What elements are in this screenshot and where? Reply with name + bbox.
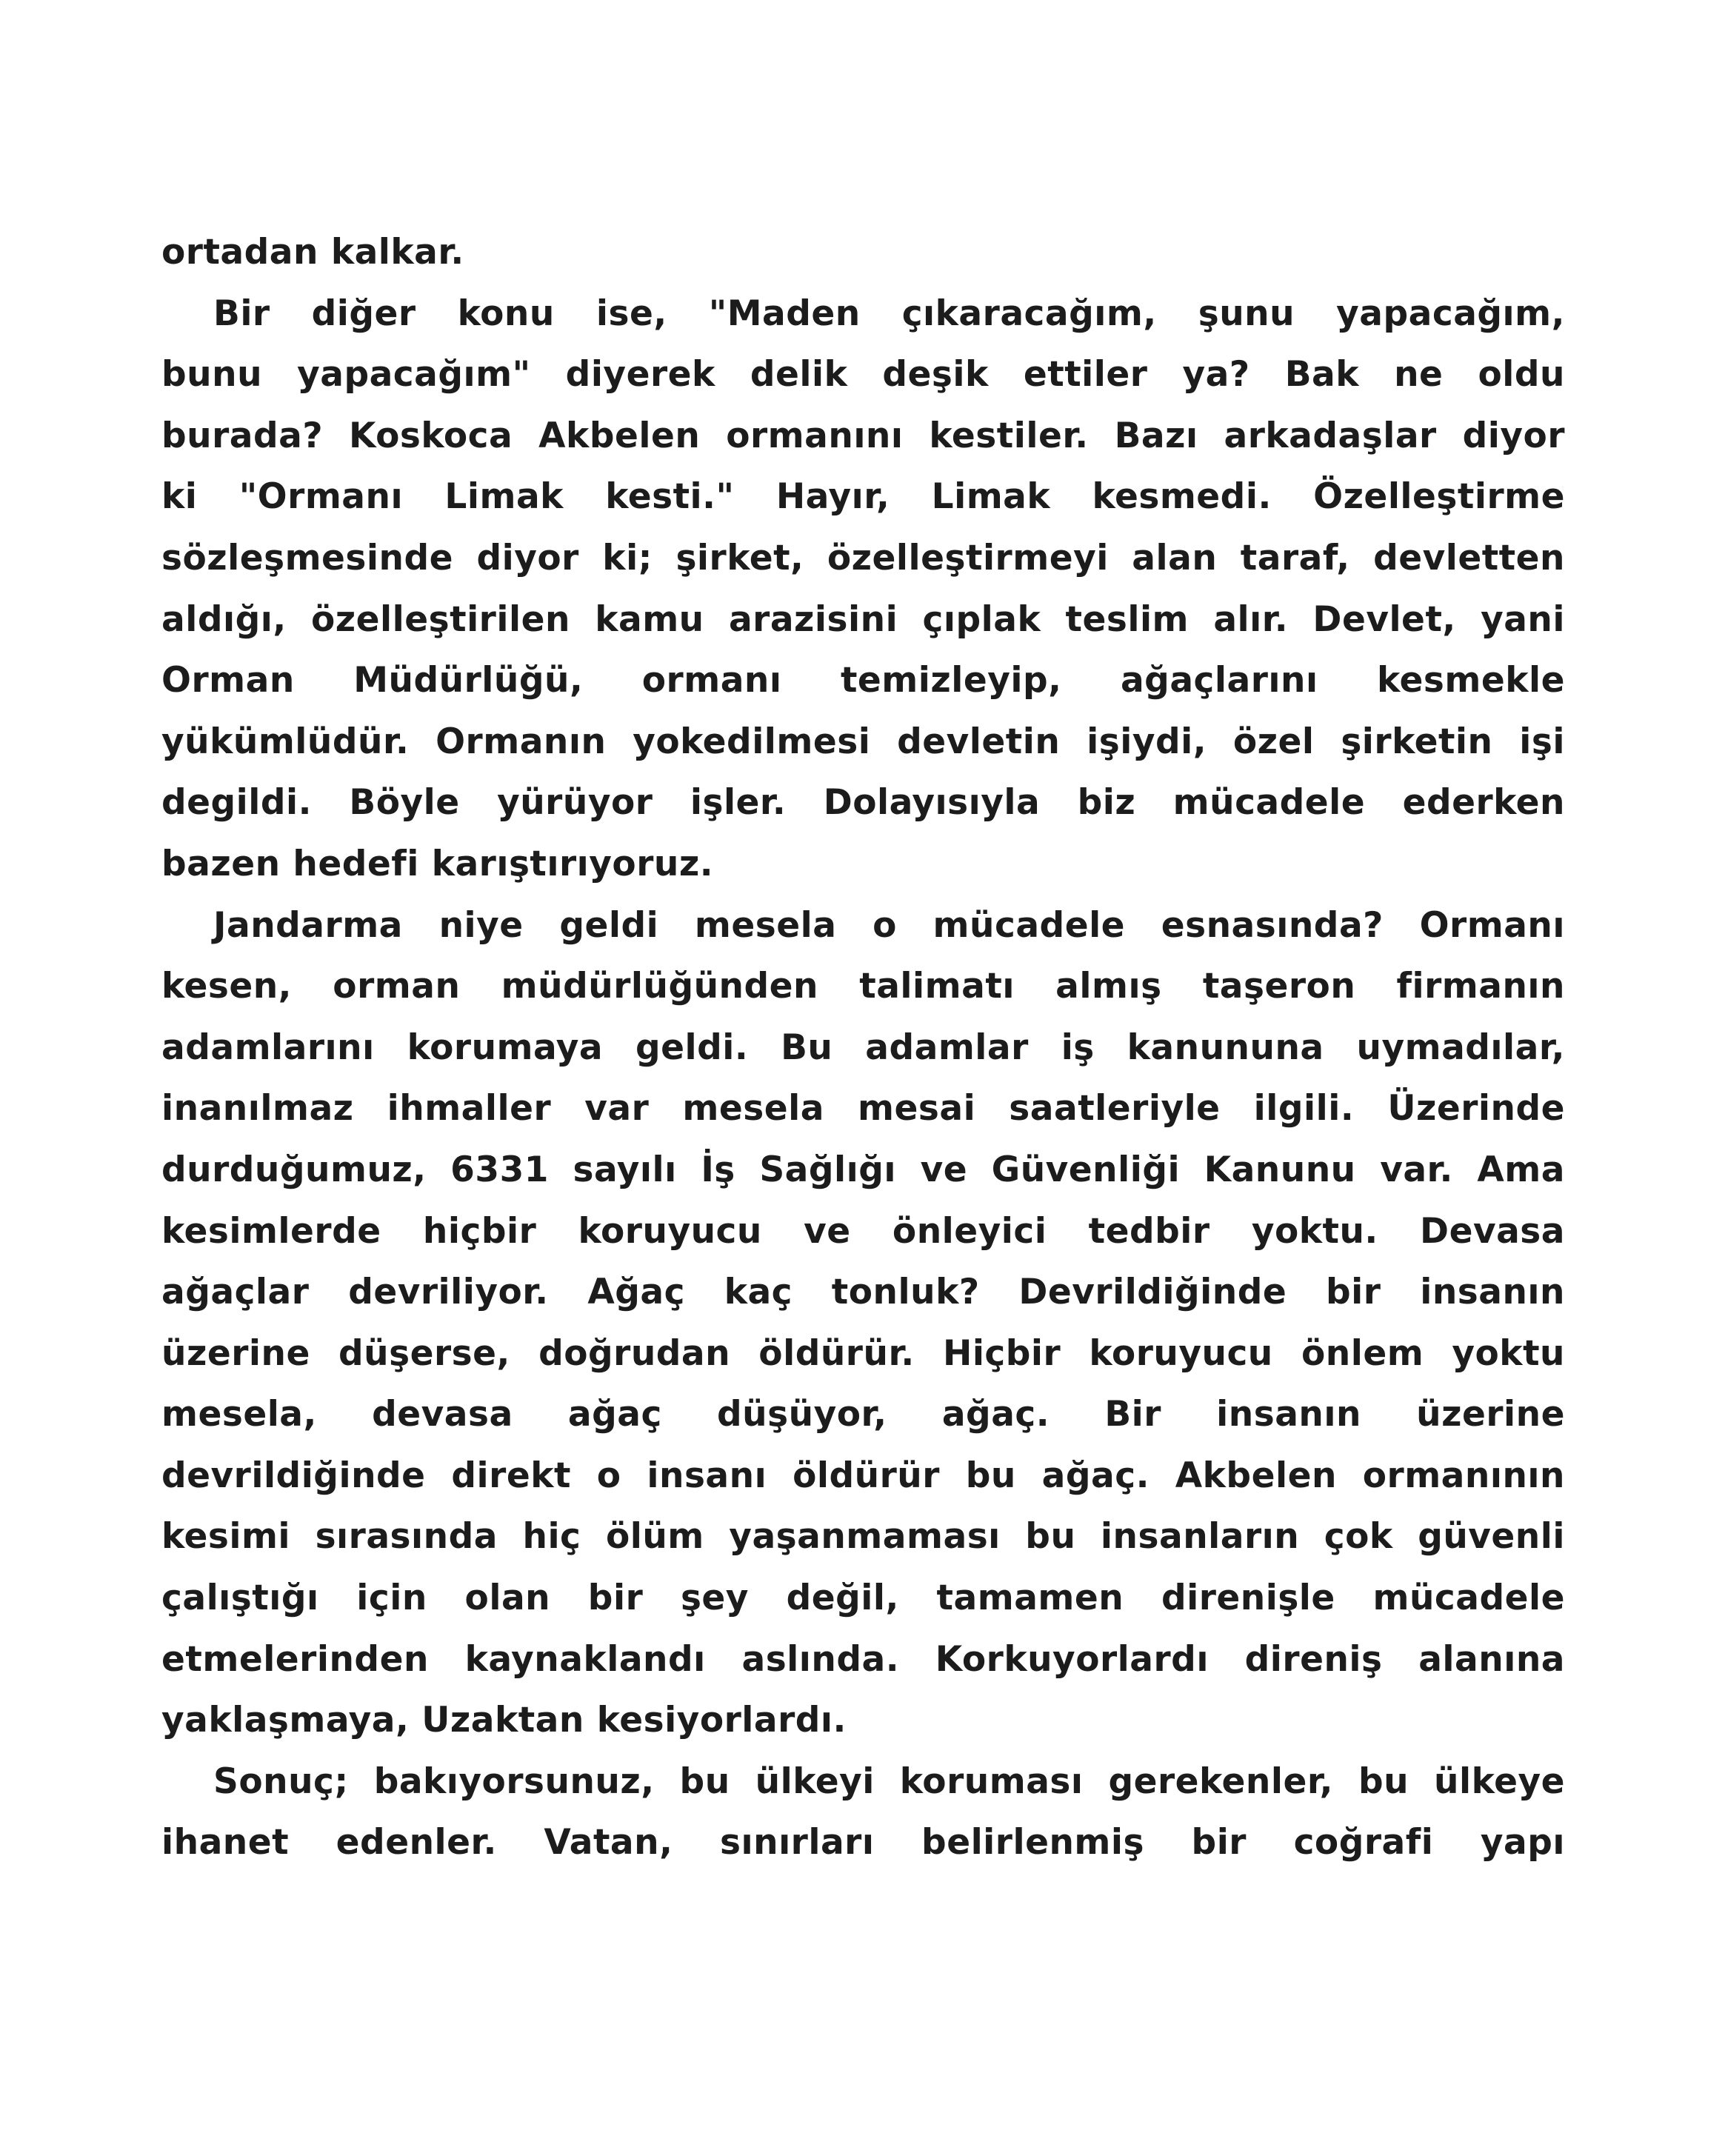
text-line: Orman Müdürlüğü, ormanı temizleyip, ağaçlarını kesmekle — [161, 660, 1565, 701]
text-line: kesimlerde hiçbir koruyucu ve önleyici tedbir yoktu. Devasa — [161, 1210, 1565, 1252]
text-line: üzerine düşerse, doğrudan öldürür. Hiçbir koruyucu önlem yoktu — [161, 1332, 1565, 1374]
text-line: inanılmaz ihmaller var mesela mesai saatleriyle ilgili. Üzerinde — [161, 1088, 1565, 1129]
text-line: bunu yapacağım" diyerek delik deşik ettiler ya? Bak ne oldu — [161, 354, 1565, 396]
handwritten-text-block — [161, 222, 1565, 1874]
text-line: sözleşmesinde diyor ki; şirket, özelleştirmeyi alan taraf, devletten — [161, 537, 1565, 578]
text-line: ihanet edenler. Vatan, sınırları belirlenmiş bir coğrafi yapı — [161, 1822, 1565, 1863]
text-line: kesimi sırasında hiç ölüm yaşanmaması bu insanların çok güvenli — [161, 1516, 1565, 1558]
text-line: Sonuç; bakıyorsunuz, bu ülkeyi koruması gerekenler, bu ülkeye — [213, 1760, 1565, 1802]
text-line: etmelerinden kaynaklandı aslında. Korkuyorlardı direniş alanına — [161, 1638, 1565, 1680]
text-line: adamlarını korumaya geldi. Bu adamlar iş kanununa uymadılar, — [161, 1027, 1565, 1068]
text-line: ortadan kalkar. — [161, 232, 464, 273]
text-line: Jandarma niye geldi mesela o mücadele esnasında? Ormanı — [213, 904, 1565, 946]
text-line: bazen hedefi karıştırıyoruz. — [161, 843, 714, 884]
text-line: çalıştığı için olan bir şey değil, tamamen direnişle mücadele — [161, 1578, 1565, 1619]
text-line: yükümlüdür. Ormanın yokedilmesi devletin işiydi, özel şirketin işi — [161, 721, 1565, 762]
text-line: burada? Koskoca Akbelen ormanını kestiler. Bazı arkadaşlar diyor — [161, 415, 1565, 456]
text-line: ağaçlar devriliyor. Ağaç kaç tonluk? Devrildiğinde bir insanın — [161, 1272, 1565, 1313]
text-line: durduğumuz, 6331 sayılı İş Sağlığı ve Güvenliği Kanunu var. Ama — [161, 1149, 1565, 1190]
text-line: ki "Ormanı Limak kesti." Hayır, Limak kesmedi. Özelleştirme — [161, 476, 1565, 518]
text-line: kesen, orman müdürlüğünden talimatı almış taşeron firmanın — [161, 966, 1565, 1007]
text-line: devrildiğinde direkt o insanı öldürür bu ağaç. Akbelen ormanının — [161, 1455, 1565, 1496]
text-line: Bir diğer konu ise, "Maden çıkaracağım, şunu yapacağım, — [213, 293, 1565, 334]
text-line: aldığı, özelleştirilen kamu arazisini çıplak teslim alır. Devlet, yani — [161, 598, 1565, 640]
text-line: yaklaşmaya, Uzaktan kesiyorlardı. — [161, 1700, 847, 1741]
text-line: degildi. Böyle yürüyor işler. Dolayısıyla biz mücadele ederken — [161, 782, 1565, 824]
text-line: mesela, devasa ağaç düşüyor, ağaç. Bir insanın üzerine — [161, 1394, 1565, 1435]
